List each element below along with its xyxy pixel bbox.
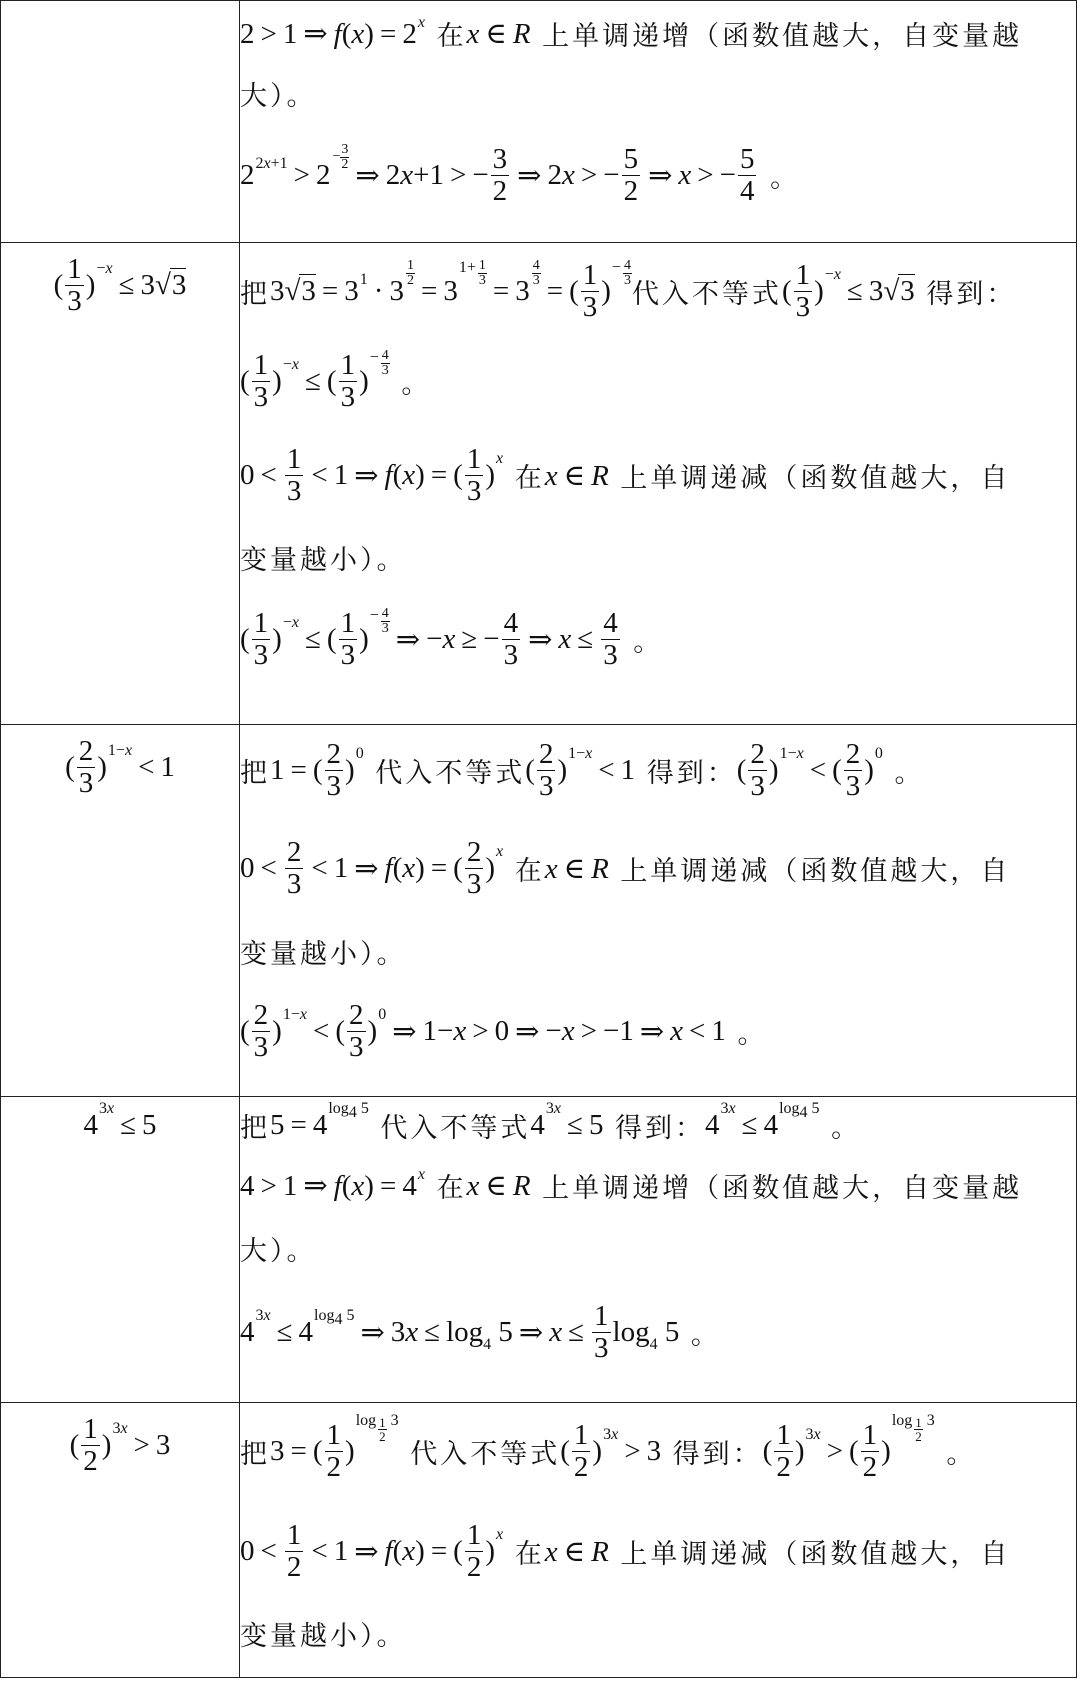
step-line: 把 3 = ( $\frac{1}{2}$ ) log 1 2 3 代入不等式 ( $\frac{1}{2}$ ) 3x > 3 得到： ( $\frac{1}{2}$ ) 3x > ( $\frac{1}{2}$ ) log 1 2 3 。 [240,1411,977,1483]
table-row [1,1,1077,243]
step-line: 0 < $\frac{2}{3}$ < 1 ⇒ f(x) = ( $\frac{2}{3}$ ) x 在 x ∈ R 上单调递减（函数值越大，自 [240,836,1011,900]
steps-cell [240,1403,1077,1678]
condition-cell [1,1,240,243]
condition-cell: ( $\frac{1}{3}$ ) −x ≤ 3 √ 3 [1,243,240,725]
steps-cell [240,243,1077,725]
step-line: ( $\frac{1}{3}$ ) −x ≤ ( $\frac{1}{3}$ ) − 4 3 ⇒ −x ≥ − $\frac{4}{3}$ ⇒ x ≤ $\frac{4}{3}$ 。 [240,605,664,671]
condition-cell: ( $\frac{2}{3}$ ) 1−x < 1 [1,725,240,1097]
table-row [1,1403,1077,1678]
steps-cell [240,1097,1077,1403]
step-line: 大）。 [240,1235,317,1267]
step-line: 把 5 = 4 log4 5 代入不等式 4 3x ≤ 5 得到： 4 3x ≤ 4 log4 5 。 [240,1100,862,1144]
condition-cell: 4 3x ≤ 5 [1,1097,240,1403]
step-line: 0 < $\frac{1}{2}$ < 1 ⇒ f(x) = ( $\frac{1}{2}$ ) x 在 x ∈ R 上单调递减（函数值越大，自 [240,1519,1011,1583]
step-line: 变量越小）。 [240,938,407,970]
step-line: 2 > 1 ⇒ $f(x) = 2^x$ 在 x ∈ R 上单调递增（函数值越大，自变量越 [240,13,1023,52]
step-line: 变量越小）。 [240,1620,407,1652]
step-line: 把 1 = ( $\frac{2}{3}$ ) 0 代入不等式 ( $\frac{2}{3}$ ) 1−x < 1 得到： ( $\frac{2}{3}$ ) 1−x < ( $\frac{2}{3}$ ) 0 。 [240,738,925,802]
step-line: 4 > 1 ⇒ $f(x) = 4^x$ 在 x ∈ R 上单调递增（函数值越大，自变量越 [240,1165,1023,1204]
step-line: $2^{2x+1}$ > 2 − $\frac{3}{2}$ ⇒ 2x+1 > − $\frac{3}{2}$ ⇒ 2x > − $\frac{5}{2}$ ⇒ x > − $\frac{5}{4}$ 。 [240,141,801,207]
step-line: ( $\frac{2}{3}$ ) 1−x < ( $\frac{2}{3}$ ) 0 ⇒ 1−x > 0 ⇒ −x > −1 ⇒ x < 1 。 [240,999,768,1063]
condition-cell: ( $\frac{1}{2}$ ) 3x > 3 [1,1403,240,1678]
table-row [1,243,1077,725]
table-row [1,725,1077,1097]
step-line: ( $\frac{1}{3}$ ) −x ≤ ( $\frac{1}{3}$ ) − 4 3 。 [240,347,432,413]
step-line: 把 3 √ 3 = $3^1$ · 3 $\frac{1}{2}$ = 3 1+ 1 3 = 3 $\frac{4}{3}$ = ( $\frac{1}{3}$ ) − 4 3 代入不等式 ( $\frac{1}{3}$ ) −x ≤ 3 √ 3 得到： [240,257,1017,323]
step-line: 大）。 [240,80,317,112]
step-line: 0 < $\frac{1}{3}$ < 1 ⇒ f(x) = ( $\frac{1}{3}$ ) x 在 x ∈ R 上单调递减（函数值越大，自 [240,443,1011,507]
step-line: 4 3x ≤ 4 log4 5 ⇒ 3x ≤ $\log_4 5$ ⇒ x ≤ $\frac{1}{3}$ $\log_4 5$ 。 [240,1300,721,1364]
table-row [1,1097,1077,1403]
steps-cell [240,1,1077,243]
steps-cell [240,725,1077,1097]
step-line: 变量越小）。 [240,544,407,576]
